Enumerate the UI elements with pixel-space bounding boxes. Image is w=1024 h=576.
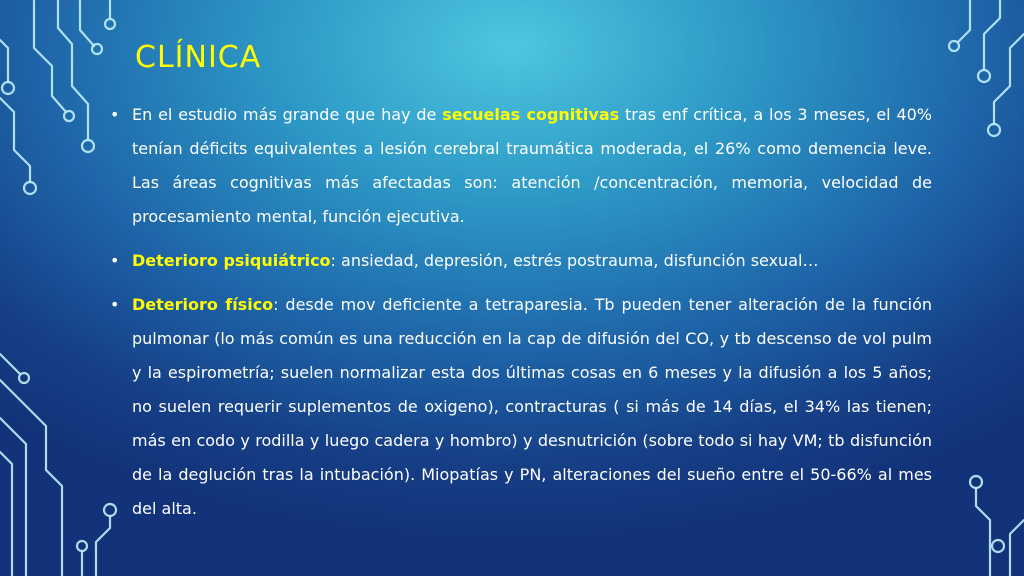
- bullet-text-pre: En el estudio más grande que hay de: [132, 105, 443, 124]
- bullet-dot-icon: •: [110, 295, 120, 314]
- bullet-dot-icon: •: [110, 105, 120, 124]
- highlight-deterioro-psiquiatrico: Deterioro psiquiátrico: [132, 251, 331, 270]
- bullet-item-psychiatric: [106, 244, 932, 278]
- bullet-text-post: : desde mov deficiente a tetraparesia. Tb pueden tener alteración de la función pulmonar (lo más común es una reducción en la cap de difusión del CO, y tb descenso de vol pulm y la espirometría; suelen normalizar esta dos últimas cosas en 6 meses y la difusión a los 5 años; no suelen requerir suplementos de oxigeno), contracturas ( si más de 14 días, el 34% las tienen; más en codo y rodilla y luego cadera y hombro) y desnutrición (sobre todo si hay VM; tb disfunción de la deglución tras la intubación). Miopatías y PN, alteraciones del sueño entre el 50-66% al mes del alta.: [132, 295, 932, 518]
- highlight-deterioro-fisico: Deterioro físico: [132, 295, 274, 314]
- slide-title: CLÍNICA: [135, 40, 262, 75]
- bullet-item-cognitive: [106, 98, 932, 234]
- bullet-text-post: : ansiedad, depresión, estrés postrauma, disfunción sexual…: [330, 251, 819, 270]
- bullet-item-physical: [106, 288, 932, 526]
- bullet-dot-icon: •: [110, 251, 120, 270]
- bullet-text-post: tras enf crítica, a los 3 meses, el 40% tenían déficits equivalentes a lesión cerebral traumática moderada, el 26% como demencia leve. Las áreas cognitivas más afectadas son: atención /concentración, memoria, velocidad de procesamiento mental, función ejecutiva.: [132, 105, 933, 226]
- bullet-list: [106, 98, 932, 536]
- highlight-secuelas-cognitivas: secuelas cognitivas: [442, 105, 620, 124]
